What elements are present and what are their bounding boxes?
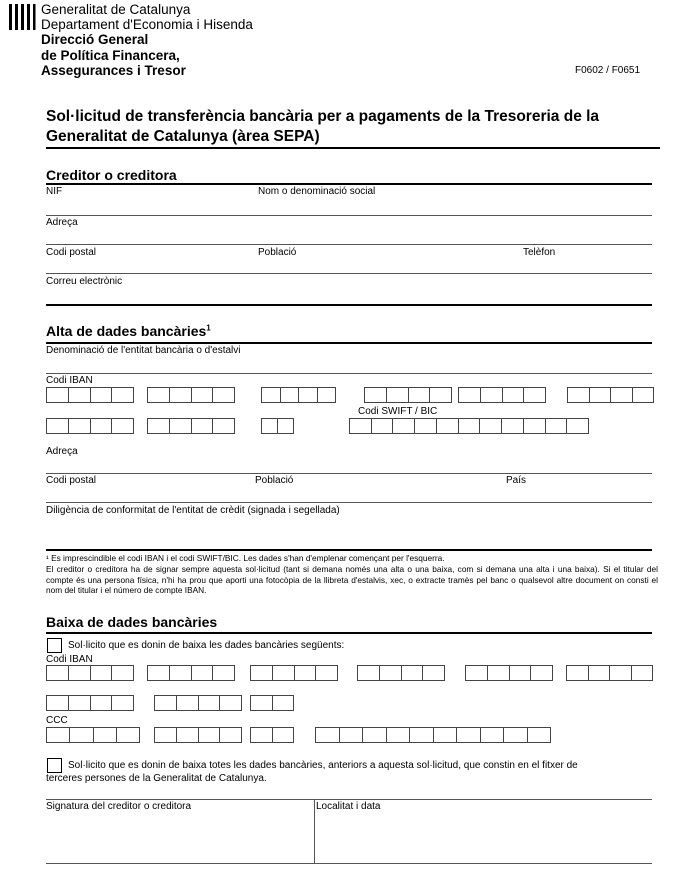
baixa-option-2-checkbox[interactable] <box>47 758 62 773</box>
alta-line-1 <box>46 373 652 374</box>
bank-entity-label: Denominació de l'entitat bancària o d'estalvi <box>46 345 241 356</box>
alta-iban-group-3[interactable] <box>261 387 336 403</box>
name-label: Nom o denominació social <box>258 186 376 197</box>
directorate-line-2: de Política Financera, <box>41 48 180 63</box>
baixa-option-2-label-line-1: Sol·licito que es donin de baixa totes les dades bancàries, anteriors a aquesta sol·licitud, que constin en el fitxer de <box>68 760 578 771</box>
ccc-label: CCC <box>46 715 68 726</box>
alta-bottom-rule <box>46 549 652 551</box>
alta-country-label: País <box>506 475 527 486</box>
directorate-line-1: Direcció General <box>41 32 149 47</box>
alta-iban-group-6[interactable] <box>567 387 654 403</box>
signature-bottom-rule <box>46 863 652 864</box>
baixa-iban-group-8[interactable] <box>154 695 242 711</box>
alta-town-label: Població <box>255 475 294 486</box>
creditor-town-label: Població <box>258 247 297 258</box>
form-code: F0602 / F0651 <box>575 65 641 76</box>
signature-top-rule <box>46 799 652 800</box>
creditor-email-label: Correu electrònic <box>46 276 123 287</box>
alta-address-label: Adreça <box>46 446 78 457</box>
title-underline <box>46 147 660 149</box>
creditor-line-1 <box>46 215 652 216</box>
org-name: Generalitat de Catalunya <box>41 2 191 17</box>
baixa-iban-label: Codi IBAN <box>46 654 93 665</box>
ccc-account-boxes[interactable] <box>315 727 551 743</box>
creditor-address-label: Adreça <box>46 217 78 228</box>
generalitat-logo-icon <box>8 3 36 31</box>
creditor-heading: Creditor o creditora <box>46 167 177 183</box>
swift-label: Codi SWIFT / BIC <box>358 406 438 417</box>
creditor-bottom-rule <box>46 304 652 306</box>
ccc-entity-boxes[interactable] <box>46 727 140 743</box>
baixa-iban-group-1[interactable] <box>46 665 134 681</box>
baixa-heading: Baixa de dades bancàries <box>46 614 218 630</box>
creditor-line-3 <box>46 273 652 274</box>
baixa-option-1-label: Sol·licito que es donin de baixa les dades bancàries següents: <box>68 640 345 651</box>
ccc-control-boxes[interactable] <box>250 727 294 743</box>
diligence-label: Diligència de conformitat de l'entitat de crèdit (signada i segellada) <box>46 505 340 516</box>
alta-iban-group-4[interactable] <box>364 387 452 403</box>
creditor-phone-label: Telèfon <box>523 247 556 258</box>
alta-line-2 <box>46 473 652 474</box>
footnote-2: El creditor o creditora ha de signar sempre aquesta sol·licitud (tant si demana només una alta o una baixa, com si demana una alta i una baixa). Si el titular del compte és una persona física, n'hi ha prou que aporti una fotocòpia de la llibreta d'estalvis, xec, o extracte tramès pel banc o qualsevol altre document on consti el nom del titular i el número de compte IBAN. <box>46 564 658 596</box>
baixa-option-1-checkbox[interactable] <box>47 638 62 653</box>
alta-iban-group-7[interactable] <box>46 418 134 434</box>
alta-iban-group-2[interactable] <box>147 387 235 403</box>
creditor-heading-rule <box>46 183 652 185</box>
baixa-iban-group-9[interactable] <box>250 695 294 711</box>
alta-postal-code-label: Codi postal <box>46 475 97 486</box>
baixa-iban-group-5[interactable] <box>465 665 553 681</box>
alta-heading-rule <box>46 342 652 344</box>
form-title-line-1: Sol·licitud de transferència bancària per a pagaments de la Tresoreria de la <box>46 108 600 125</box>
form-title-line-2: Generalitat de Catalunya (àrea SEPA) <box>46 128 320 145</box>
directorate-line-3: Assegurances i Tresor <box>41 63 186 78</box>
footnote-marker: 1 <box>206 323 211 333</box>
baixa-heading-rule <box>46 632 652 634</box>
swift-boxes[interactable] <box>349 418 589 434</box>
creditor-line-2 <box>46 244 652 245</box>
alta-line-3 <box>46 502 652 503</box>
footnote-1: ¹ Es imprescindible el codi IBAN i el codi SWIFT/BIC. Les dades s'han d'emplenar començant per l'esquerra. <box>46 553 445 563</box>
alta-iban-group-1[interactable] <box>46 387 134 403</box>
ccc-office-boxes[interactable] <box>154 727 242 743</box>
baixa-iban-group-3[interactable] <box>250 665 338 681</box>
alta-iban-group-9[interactable] <box>261 418 294 434</box>
alta-heading: Alta de dades bancàries$^1$ <box>46 323 211 339</box>
baixa-option-2-label-line-2: terceres persones de la Generalitat de Catalunya. <box>46 773 267 784</box>
signature-label: Signatura del creditor o creditora <box>46 801 192 812</box>
alta-iban-group-8[interactable] <box>147 418 235 434</box>
baixa-iban-group-7[interactable] <box>46 695 134 711</box>
signature-divider <box>314 799 315 863</box>
baixa-iban-group-6[interactable] <box>566 665 653 681</box>
baixa-iban-group-2[interactable] <box>147 665 235 681</box>
creditor-postal-code-label: Codi postal <box>46 247 97 258</box>
nif-label: NIF <box>46 186 63 197</box>
department-name: Departament d'Economia i Hisenda <box>41 17 253 32</box>
alta-iban-label: Codi IBAN <box>46 375 93 386</box>
baixa-iban-group-4[interactable] <box>357 665 445 681</box>
place-date-label: Localitat i data <box>316 801 381 812</box>
alta-iban-group-5[interactable] <box>458 387 546 403</box>
